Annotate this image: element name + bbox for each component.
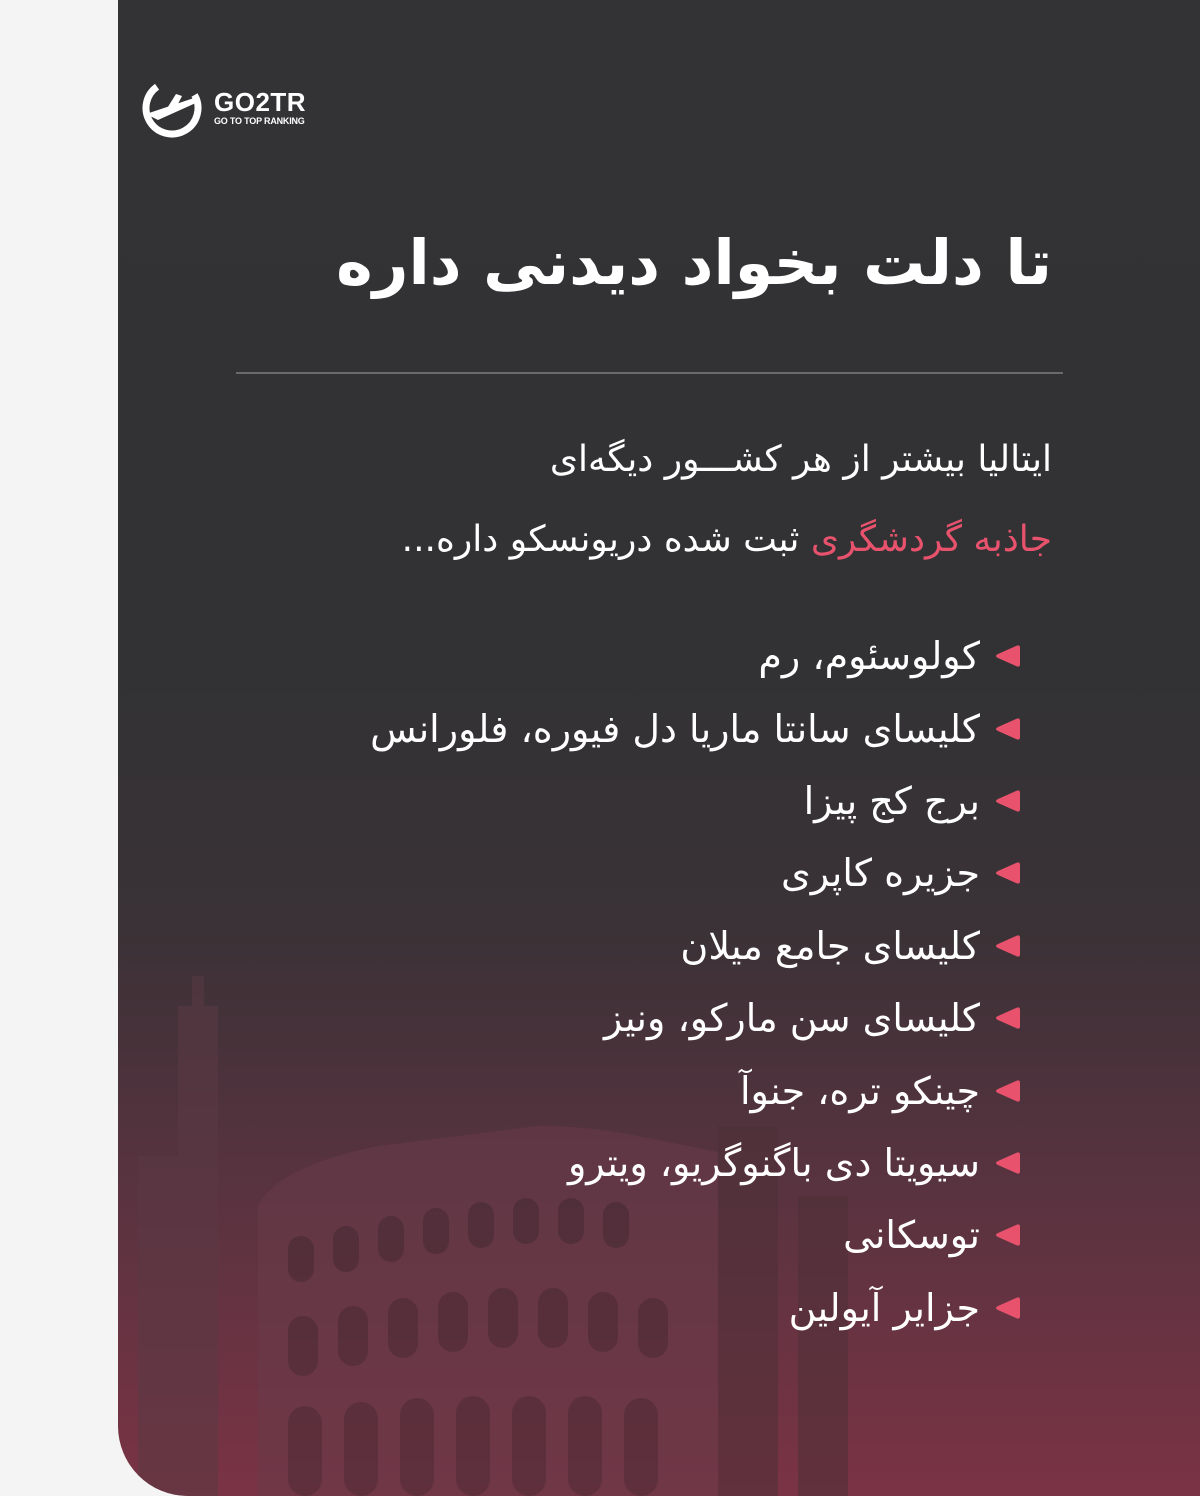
list-item bbox=[200, 765, 1020, 837]
plane-globe-icon bbox=[136, 72, 208, 144]
page-title: تا دلت بخواد دیدنی داره bbox=[336, 226, 1052, 299]
list-item-label: سیویتا دی باگنوگریو، ویترو bbox=[567, 1140, 980, 1185]
intro-line-1: ایتالیا بیشتر از هر کشـــور دیگه‌ای bbox=[549, 439, 1052, 480]
intro-accent-text: جاذبه گردشگری bbox=[810, 519, 1052, 560]
list-item bbox=[200, 620, 1020, 692]
triangle-bullet-icon bbox=[994, 933, 1020, 959]
brand-name: GO2TR bbox=[214, 87, 307, 117]
list-item bbox=[200, 692, 1020, 764]
brand-tagline: GO TO TOP RANKING bbox=[214, 116, 305, 126]
list-item bbox=[200, 1199, 1020, 1271]
triangle-bullet-icon bbox=[994, 643, 1020, 669]
intro-paragraph bbox=[152, 420, 1052, 580]
triangle-bullet-icon bbox=[994, 1078, 1020, 1104]
list-item bbox=[200, 837, 1020, 909]
list-item-label: کلیسای سانتا ماریا دل فیوره، فلورانس bbox=[370, 706, 980, 751]
triangle-bullet-icon bbox=[994, 716, 1020, 742]
brand-text bbox=[214, 89, 306, 127]
list-item-label: کلیسای سن مارکو، ونیز bbox=[604, 996, 980, 1041]
list-item-label: جزایر آیولین bbox=[788, 1285, 980, 1330]
list-item-label: کولوسئوم، رم bbox=[758, 634, 980, 679]
list-item bbox=[200, 1272, 1020, 1344]
triangle-bullet-icon bbox=[994, 1295, 1020, 1321]
triangle-bullet-icon bbox=[994, 1005, 1020, 1031]
list-item-label: توسکانی bbox=[843, 1213, 980, 1258]
triangle-bullet-icon bbox=[994, 860, 1020, 886]
list-item bbox=[200, 982, 1020, 1054]
list-item bbox=[200, 1127, 1020, 1199]
intro-line-2 bbox=[152, 500, 1052, 580]
attractions-list bbox=[200, 620, 1020, 1344]
list-item bbox=[200, 910, 1020, 982]
divider bbox=[236, 372, 1063, 374]
list-item-label: برج کج پیزا bbox=[803, 778, 980, 823]
list-item-label: کلیسای جامع میلان bbox=[680, 923, 980, 968]
triangle-bullet-icon bbox=[994, 1150, 1020, 1176]
triangle-bullet-icon bbox=[994, 788, 1020, 814]
list-item bbox=[200, 1054, 1020, 1126]
intro-line-2-rest: ثبت شده دریونسکو داره... bbox=[401, 519, 811, 560]
list-item-label: جزیره کاپری bbox=[781, 851, 980, 896]
brand-logo bbox=[136, 72, 306, 144]
triangle-bullet-icon bbox=[994, 1222, 1020, 1248]
list-item-label: چینکو تره، جنوآ bbox=[739, 1068, 980, 1113]
